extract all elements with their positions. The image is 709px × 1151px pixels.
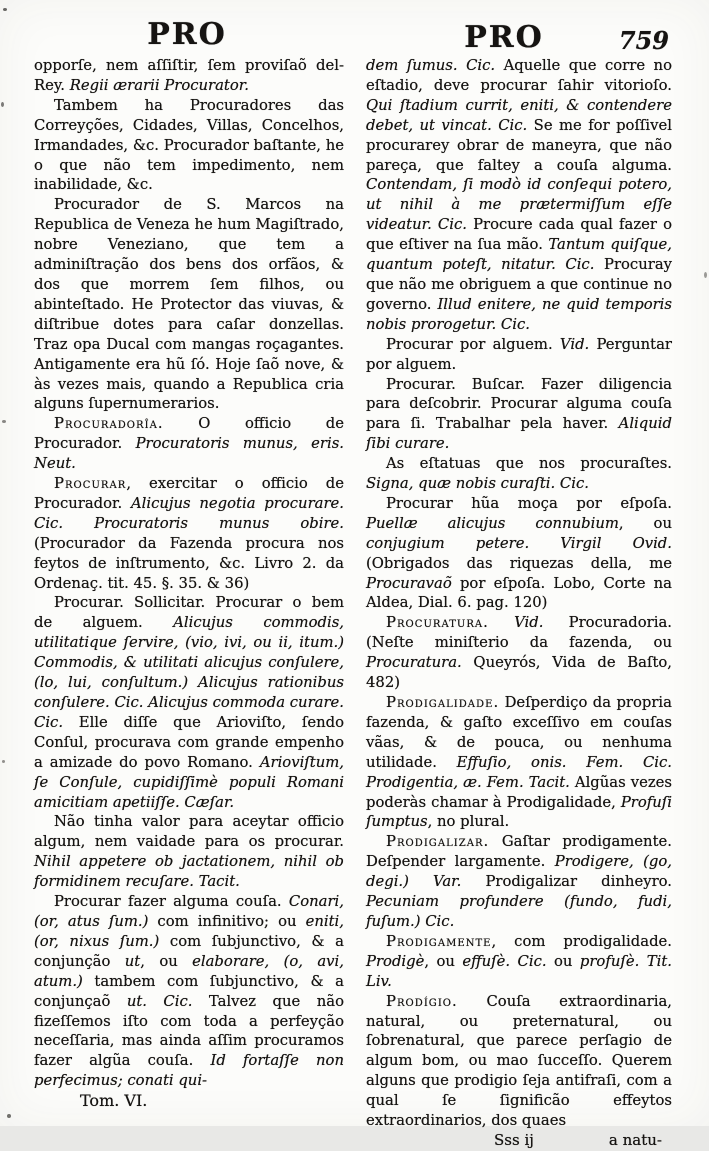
entry-paragraph — [366, 693, 672, 832]
entry-paragraph — [34, 892, 344, 1091]
latin-citation: Profuſi ſumptus — [366, 793, 672, 831]
latin-citation: effuſè. Cic. — [462, 952, 547, 970]
scan-artifact — [704, 272, 707, 278]
latin-citation: Qui ſtadium currit, eniti, & contendere debet, ut vincat. Cic. — [366, 96, 672, 134]
running-title-left: PRO — [147, 17, 227, 52]
entry-paragraph — [366, 832, 672, 932]
headword: Prodigalidade. — [385, 694, 500, 711]
headword: Procuradorîa. — [53, 415, 164, 433]
running-title-right: PRO — [464, 20, 544, 55]
headword: Prodigamente — [385, 932, 492, 950]
latin-citation: Procuratura. — [366, 654, 462, 672]
body-text: Gaſtar prodigamente. Deſpender largamente. — [366, 833, 672, 871]
latin-citation: Pecuniam profundere (fundo, fudi, fuſum.) Cic. — [366, 893, 672, 930]
quire-signature: Sss ij — [494, 1130, 534, 1149]
latin-citation: Vid. — [559, 335, 590, 353]
body-text: Aquelle que corre no eſtadio, deve procurar ſahir vitorioſo. — [366, 57, 672, 94]
entry-paragraph — [34, 812, 344, 892]
body-text: Procurar fazer alguma couſa. — [53, 893, 289, 911]
entry-paragraph — [366, 992, 672, 1131]
body-text: (Procurador da Fazenda procura nos feytos de inſtrumento, &c. Livro 2. da Ordenaç. tit. 45. §. 35. & 36) — [34, 534, 344, 592]
body-text: Queyrós, Vida de Baſto, 482) — [366, 654, 672, 692]
scan-artifact — [7, 1114, 11, 1118]
headword: Prodigalizar. — [385, 833, 490, 851]
body-text — [489, 614, 514, 631]
entry-paragraph — [34, 56, 344, 96]
entry-paragraph — [366, 454, 672, 494]
page-number: 759 — [618, 26, 669, 55]
body-text: , ou — [618, 514, 672, 532]
scan-artifact — [2, 760, 5, 763]
latin-citation: elaborare, (o, avi, atum.) — [34, 952, 344, 990]
entry-paragraph — [366, 375, 672, 455]
body-text: Procure cada qual fazer o que eſtiver na ſua mão. — [366, 216, 672, 254]
text-column-right — [366, 56, 672, 1151]
entry-paragraph — [34, 593, 344, 812]
entry-paragraph — [34, 96, 344, 196]
body-text: Procuradoria. (Neſte miniſterio da fazenda, ou — [366, 614, 672, 652]
latin-citation: Effuſio, onis. Fem. Cic. Prodigentia, æ. Fem. Tacit. — [366, 753, 672, 791]
text-column-left — [34, 56, 344, 1151]
latin-citation: Signa, quæ nobis curaſti. Cic. — [366, 475, 589, 493]
body-text: por eſpoſa. Lobo, Corte na Aldea, Dial. 6. pag. 120) — [366, 574, 672, 612]
body-text: Procuray que não me obriguem a que continue no governo. — [366, 256, 672, 313]
latin-citation: Conari, (or, atus ſum.) — [34, 893, 344, 930]
latin-citation: dem ſumus. Cic. — [366, 57, 496, 74]
body-text: , ou — [424, 952, 463, 970]
text-columns — [34, 56, 672, 1151]
body-text: com infinitivo; ou — [148, 912, 306, 930]
entry-paragraph — [366, 613, 672, 693]
body-text: Procurador de S. Marcos na Republica de Veneza he hum Magiſtrado, nobre Veneziano, que tem a adminiſtração dos bens dos orfãos, & dos que morrem ſem filhos, ou abinteſtado. He Protector das viuvas, & diſtribue dotes para caſar donzellas. Traz opa Ducal com mangas roçagantes. Antigamente era hũ ſó. Hoje ſaõ nove, & às vezes mais, quando a Republica cria alguns ſupernumerarios. — [34, 196, 344, 413]
latin-citation: Alicujus commodis, utilitatique ſervire, (vio, ivi, ou ii, itum.) Commodis, & utilitati alicujus conſulere, (lo, lui, conſultum.) Alicujus rationibus conſulere. Cic. Alicujus commoda curare. Cic. — [34, 614, 344, 731]
entry-paragraph — [366, 56, 672, 335]
latin-citation: Tantum quiſque, quantum poteſt, nitatur. Cic. — [366, 236, 672, 274]
latin-citation: conjugium petere. Virgil Ovid. — [366, 534, 672, 552]
signature-row — [366, 1131, 672, 1151]
body-text: Prodigalizar dinheyro. — [461, 873, 672, 891]
latin-citation: Id fortaſſe non perfecimus; conati qui- — [34, 1052, 345, 1090]
latin-citation: Contendam, ſi modò id conſequi potero, ut nihil à me prætermiſſum eſſe videatur. Cic. — [366, 176, 672, 234]
body-text: O officio de Procurador. — [34, 415, 344, 453]
entry-paragraph — [366, 494, 672, 613]
body-text: Procurar. Buſcar. Fazer diligencia para deſcobrir. Procurar alguma couſa para ſi. Trabalhar pela haver. — [366, 375, 672, 433]
body-text: Tambem ha Procuradores das Correyções, Cidades, Villas, Concelhos, Irmandades, &c. Procurador baſtante, he o que não tem impedimento, nem inabilidade, &c. — [34, 96, 344, 194]
latin-citation: Illud enitere, ne quid temporis nobis prorogetur. Cic. — [366, 295, 673, 333]
body-text: Couſa extraordinaria, natural, ou preternatural, ou ſobrenatural, que parece perſagio de algum bom, ou mao ſucceſſo. Querem alguns que prodigio ſeja antifraſi, com a qual ſe ſignificão effeytos extraordinarios, dos quaes — [366, 992, 672, 1130]
body-text: Não tinha valor para aceytar officio algum, nem vaidade para os procurar. — [34, 813, 344, 851]
body-text: com ſubjunctivo, & a conjunção — [34, 932, 344, 970]
scan-artifact — [1, 102, 4, 107]
entry-paragraph — [366, 932, 672, 992]
catchword: a natu- — [608, 1130, 662, 1149]
body-text: (Obrigados das riquezas della, me — [366, 554, 672, 572]
latin-citation: Prodigere, (go, degi.) Var. — [366, 853, 673, 891]
headword: Prodígio. — [385, 992, 458, 1010]
headword: Procuratura. — [385, 614, 489, 632]
body-text: Elle diſſe que Arioviſto, ſendo Conſul, procurava com grande empenho a amizade do povo Romano. — [34, 713, 344, 771]
body-text: Procurar hũa moça por eſpoſa. — [385, 494, 672, 512]
entry-paragraph — [34, 414, 344, 474]
body-text: ou — [546, 952, 580, 970]
latin-citation: Arioviſtum, ſe Conſule, cupidiſſimè populi Romani amicitiam apetiiſſe. Cæſar. — [34, 753, 344, 811]
body-text: , no plural. — [427, 813, 510, 831]
scan-artifact — [3, 8, 7, 11]
volume-signature: Tom. VI. — [80, 1091, 148, 1111]
body-text: As eſtatuas que nos procuraſtes. — [385, 455, 672, 473]
body-text: Talvez que não fizeſſemos iſto com toda a perfeyção neceſſaria, mas ainda aſſim procuramos fazer algũa couſa. — [34, 992, 344, 1070]
entry-paragraph — [34, 474, 344, 593]
body-text: Algũas vezes poderàs chamar à Prodigalidade, — [366, 773, 672, 811]
latin-citation: Aliquid ſibi curare. — [366, 415, 672, 453]
body-text: , com prodigalidade. — [491, 932, 672, 950]
latin-citation: Nihil appetere ob jactationem, nihil ob formidinem recuſare. Tacit. — [34, 853, 344, 891]
headword: Procurar — [53, 475, 127, 493]
latin-citation: Puellæ alicujus connubium — [366, 514, 619, 532]
left-column-paragraphs — [34, 56, 344, 1091]
entry-paragraph — [34, 195, 344, 414]
body-text: Perguntar por alguem. — [366, 335, 672, 373]
body-text: Procurar. Sollicitar. Procurar o bem de alguem. — [34, 594, 344, 632]
latin-citation: Prodigè — [366, 952, 425, 970]
body-text: Procurar por alguem. — [385, 335, 560, 353]
body-text: Deſperdiço da propria fazenda, & gaſto exceſſivo em couſas vãas, & de pouca, ou nenhuma utilidade. — [366, 694, 672, 771]
latin-citation: Procuratoris munus, eris. Neut. — [34, 435, 344, 473]
body-text: tambem com ſubjunctivo, & a conjunçaõ — [34, 972, 344, 1010]
entry-paragraph — [366, 335, 672, 375]
latin-citation: Procuravaõ — [366, 574, 452, 592]
body-text: , ou — [140, 952, 193, 970]
latin-citation: Regii ærarii Procurator. — [69, 76, 249, 94]
body-text: , exercitar o officio de Procurador. — [34, 475, 344, 512]
right-column-paragraphs — [366, 56, 672, 1131]
latin-citation: eniti, (or, nixus ſum.) — [34, 912, 344, 950]
body-text: Se me for poſſivel procurarey obrar de maneyra, que não pareça, que faltey a couſa alguma. — [366, 116, 672, 174]
latin-citation: Vid. — [514, 614, 544, 632]
latin-citation: Alicujus negotia procurare. Cic. Procuratoris munus obire. — [34, 494, 344, 532]
body-text: opporſe, nem aſſiſtir, ſem proviſaõ del-Rey. — [34, 57, 344, 94]
latin-citation: ut — [124, 952, 141, 970]
latin-citation: ut. Cic. — [126, 992, 193, 1010]
latin-citation: profuſè. Tit. Liv. — [366, 952, 672, 990]
scan-artifact — [2, 420, 6, 423]
